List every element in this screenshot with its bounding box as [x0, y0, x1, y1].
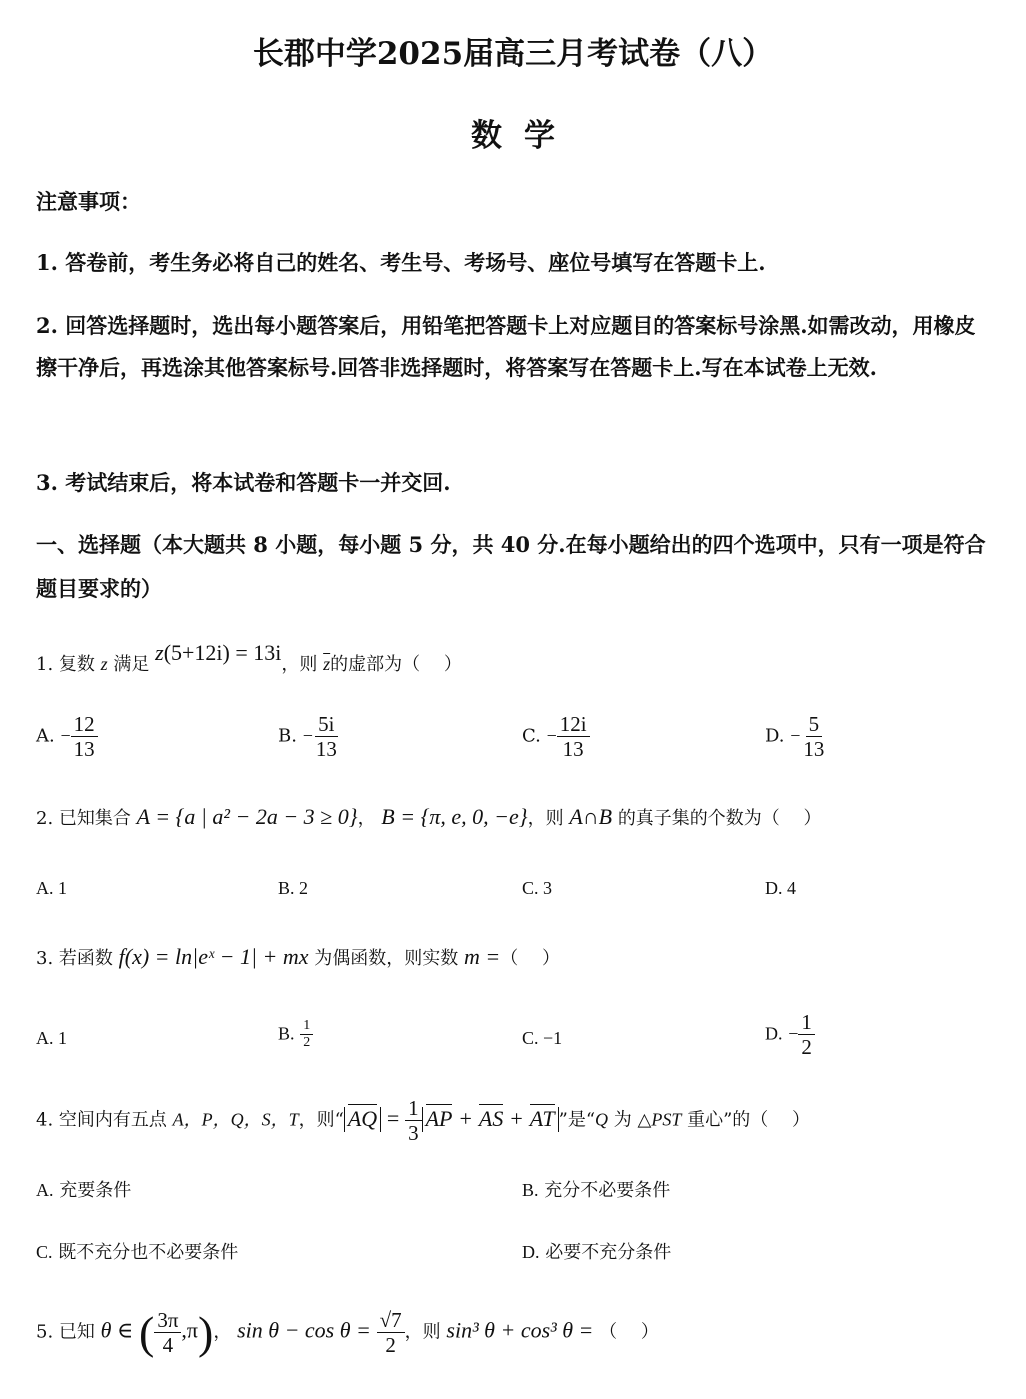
q5-then: ，则: [404, 1321, 441, 1343]
q4-vector-aq: AQ: [347, 1105, 378, 1131]
q1-option-b-num: 5i: [315, 712, 337, 737]
q3-option-c-value: −1: [543, 1028, 563, 1048]
q3-function: f(x) = ln|eˣ − 1| + mx: [118, 944, 309, 969]
question-1: [36, 640, 462, 676]
q4-plus-2: +: [510, 1105, 523, 1131]
note-item-1: 1. 答卷前，考生务必将自己的姓名、考生号、考场号、座位号填写在答题卡上.: [36, 250, 766, 275]
q3-option-b-label: B.: [278, 1023, 295, 1044]
q2-option-a-value: 1: [58, 878, 67, 898]
q5-theta-in: θ ∈: [100, 1317, 134, 1343]
question-2: [36, 804, 822, 830]
q2-set-a: A = {a | a² − 2a − 3 ≥ 0}: [136, 804, 358, 829]
q1-option-d-label: D.: [765, 725, 785, 747]
q1-option-d-sign: −: [790, 725, 801, 746]
q2-post1: ，则: [527, 808, 564, 829]
notes-heading: 注意事项：: [36, 189, 141, 214]
note-item-3: 3. 考试结束后，将本试卷和答题卡一并交回.: [36, 470, 451, 495]
q2-option-d-label: D.: [765, 878, 783, 898]
q5-sep: ，: [213, 1321, 232, 1343]
q4-number: 4.: [36, 1109, 54, 1131]
q1-option-b-den: 13: [315, 737, 337, 762]
q1-option-a-den: 13: [73, 737, 95, 762]
question-4: [36, 1096, 810, 1145]
q4-coef-num: 1: [405, 1096, 422, 1121]
q3-option-a[interactable]: [36, 1028, 67, 1049]
q3-option-b-num: 1: [300, 1018, 313, 1035]
q1-post: 的虚部为（ ）: [330, 654, 462, 675]
q5-number: 5.: [36, 1321, 54, 1343]
q1-option-b-label: B.: [278, 725, 297, 747]
q4-plus-1: +: [459, 1105, 472, 1131]
q3-option-c-label: C.: [522, 1028, 539, 1048]
q4-coef-den: 3: [408, 1121, 419, 1146]
q5-interval-den: 4: [162, 1333, 174, 1357]
q4-option-a[interactable]: [36, 1176, 131, 1202]
q1-zbar: $\overline{z}$: [323, 654, 331, 674]
q4-option-a-value: 充要条件: [59, 1180, 132, 1201]
q2-intersection: A∩B: [569, 804, 613, 829]
q2-option-b-label: B.: [278, 878, 295, 898]
q4-option-c-label: C.: [36, 1242, 53, 1262]
q1-pre: 复数: [58, 654, 95, 675]
q2-sep: ，: [357, 808, 376, 829]
q3-option-b-den: 2: [303, 1035, 311, 1051]
q5-right-paren-icon: ): [198, 1307, 214, 1358]
q4-option-a-label: A.: [36, 1180, 54, 1200]
q1-number: 1.: [36, 654, 54, 675]
section-heading: 一、选择题（本大题共 8 小题，每小题 5 分，共 40 分.在每小题给出的四个选项中，只有一项是符合题目要求的）: [36, 532, 986, 601]
q2-post2: 的真子集的个数为（ ）: [617, 808, 822, 829]
q4-quote-end: ”是“: [558, 1109, 596, 1131]
q1-mid: 满足: [113, 654, 150, 675]
q1-z2: z: [155, 640, 164, 665]
q4-option-b[interactable]: [522, 1176, 670, 1202]
q1-option-b-sign: −: [302, 725, 313, 746]
q1-option-c-label: C.: [522, 725, 541, 747]
q4-option-d[interactable]: [522, 1238, 671, 1264]
q1-then: ，则: [281, 654, 318, 675]
q4-option-c-value: 既不充分也不必要条件: [58, 1242, 239, 1263]
q4-option-b-value: 充分不必要条件: [544, 1180, 671, 1201]
q4-vector-at: AT: [529, 1105, 555, 1131]
question-5: [36, 1306, 659, 1359]
q4-option-c[interactable]: [36, 1238, 238, 1264]
q1-option-d-den: 13: [803, 737, 825, 762]
q5-pre: 已知: [58, 1321, 95, 1343]
q4-points: A，P，Q，S，T: [172, 1109, 299, 1130]
q2-option-c[interactable]: [522, 878, 552, 899]
q3-option-d-den: 2: [801, 1035, 812, 1060]
q4-equals: =: [386, 1105, 400, 1131]
q3-option-a-label: A.: [36, 1028, 54, 1048]
q1-z: z: [100, 654, 108, 674]
q4-as: 为: [613, 1109, 632, 1131]
q1-equation: (5+12i) = 13i: [163, 640, 282, 665]
q2-option-a[interactable]: [36, 878, 67, 899]
q3-option-c[interactable]: [522, 1028, 562, 1049]
q2-option-b-value: 2: [299, 878, 309, 898]
q3-pre: 若函数: [58, 948, 113, 969]
q5-interval-num: 3π: [154, 1308, 181, 1333]
q4-vector-ap: AP: [425, 1105, 453, 1131]
q3-option-a-value: 1: [58, 1028, 67, 1048]
q2-pre: 已知集合: [58, 808, 131, 829]
q5-left-paren-icon: (: [138, 1307, 155, 1358]
q2-option-d-value: 4: [787, 878, 796, 898]
exam-title: 长郡中学2025届高三月考试卷（八）: [252, 36, 774, 72]
q1-option-c-den: 13: [562, 737, 584, 762]
q2-option-b[interactable]: [278, 878, 308, 899]
q1-option-d[interactable]: [765, 712, 827, 761]
q1-option-d-num: 5: [806, 712, 823, 737]
q5-post: （ ）: [599, 1321, 659, 1343]
q4-option-d-value: 必要不充分条件: [545, 1242, 672, 1263]
q3-option-d-num: 1: [798, 1010, 815, 1035]
q1-option-a[interactable]: [36, 712, 98, 761]
q3-mid: 为偶函数，则实数: [314, 948, 459, 969]
q1-option-b[interactable]: [278, 712, 340, 761]
q1-option-c-num: 12i: [557, 712, 590, 737]
subject-title: 数学: [471, 118, 577, 154]
q3-post: （ ）: [500, 948, 560, 969]
q2-set-b: B = {π, e, 0, −e}: [381, 804, 528, 829]
q2-number: 2.: [36, 808, 54, 829]
q4-pre: 空间内有五点: [58, 1109, 167, 1131]
q5-equation-num: √7: [377, 1308, 405, 1333]
q3-option-d-label: D.: [765, 1023, 783, 1044]
q1-option-a-label: A.: [36, 725, 55, 747]
q4-triangle: △PST: [637, 1109, 682, 1130]
q1-option-a-sign: −: [60, 725, 71, 746]
q4-q: Q: [595, 1109, 609, 1130]
q5-equation-den: 2: [385, 1333, 396, 1357]
q3-option-b[interactable]: [278, 1018, 313, 1051]
q3-m: m =: [464, 944, 501, 969]
q4-option-d-label: D.: [522, 1242, 540, 1262]
q2-option-c-value: 3: [543, 878, 553, 898]
q4-then: ，则“: [298, 1109, 344, 1131]
q5-ask: sin³ θ + cos³ θ =: [446, 1317, 594, 1343]
q1-option-c[interactable]: [522, 712, 590, 761]
q1-option-a-num: 12: [71, 712, 98, 737]
q2-option-d[interactable]: [765, 878, 796, 899]
question-3: [36, 944, 560, 970]
q5-equation-lhs: sin θ − cos θ =: [237, 1317, 371, 1343]
q4-post: 重心”的（ ）: [687, 1109, 811, 1131]
q2-option-c-label: C.: [522, 878, 539, 898]
q3-option-d[interactable]: [765, 1010, 815, 1059]
q1-option-c-sign: −: [546, 725, 557, 746]
note-item-2: 2. 回答选择题时，选出每小题答案后，用铅笔把答题卡上对应题目的答案标号涂黑.如需改动，用橡皮擦干净后，再选涂其他答案标号.回答非选择题时，将答案写在答题卡上.写在本试卷上无效.: [36, 313, 976, 380]
q5-interval-rest: ,π: [181, 1317, 199, 1343]
q3-number: 3.: [36, 948, 54, 969]
q3-option-d-sign: −: [788, 1023, 799, 1044]
q2-option-a-label: A.: [36, 878, 54, 898]
q4-option-b-label: B.: [522, 1180, 539, 1200]
q4-vector-as: AS: [478, 1105, 504, 1131]
